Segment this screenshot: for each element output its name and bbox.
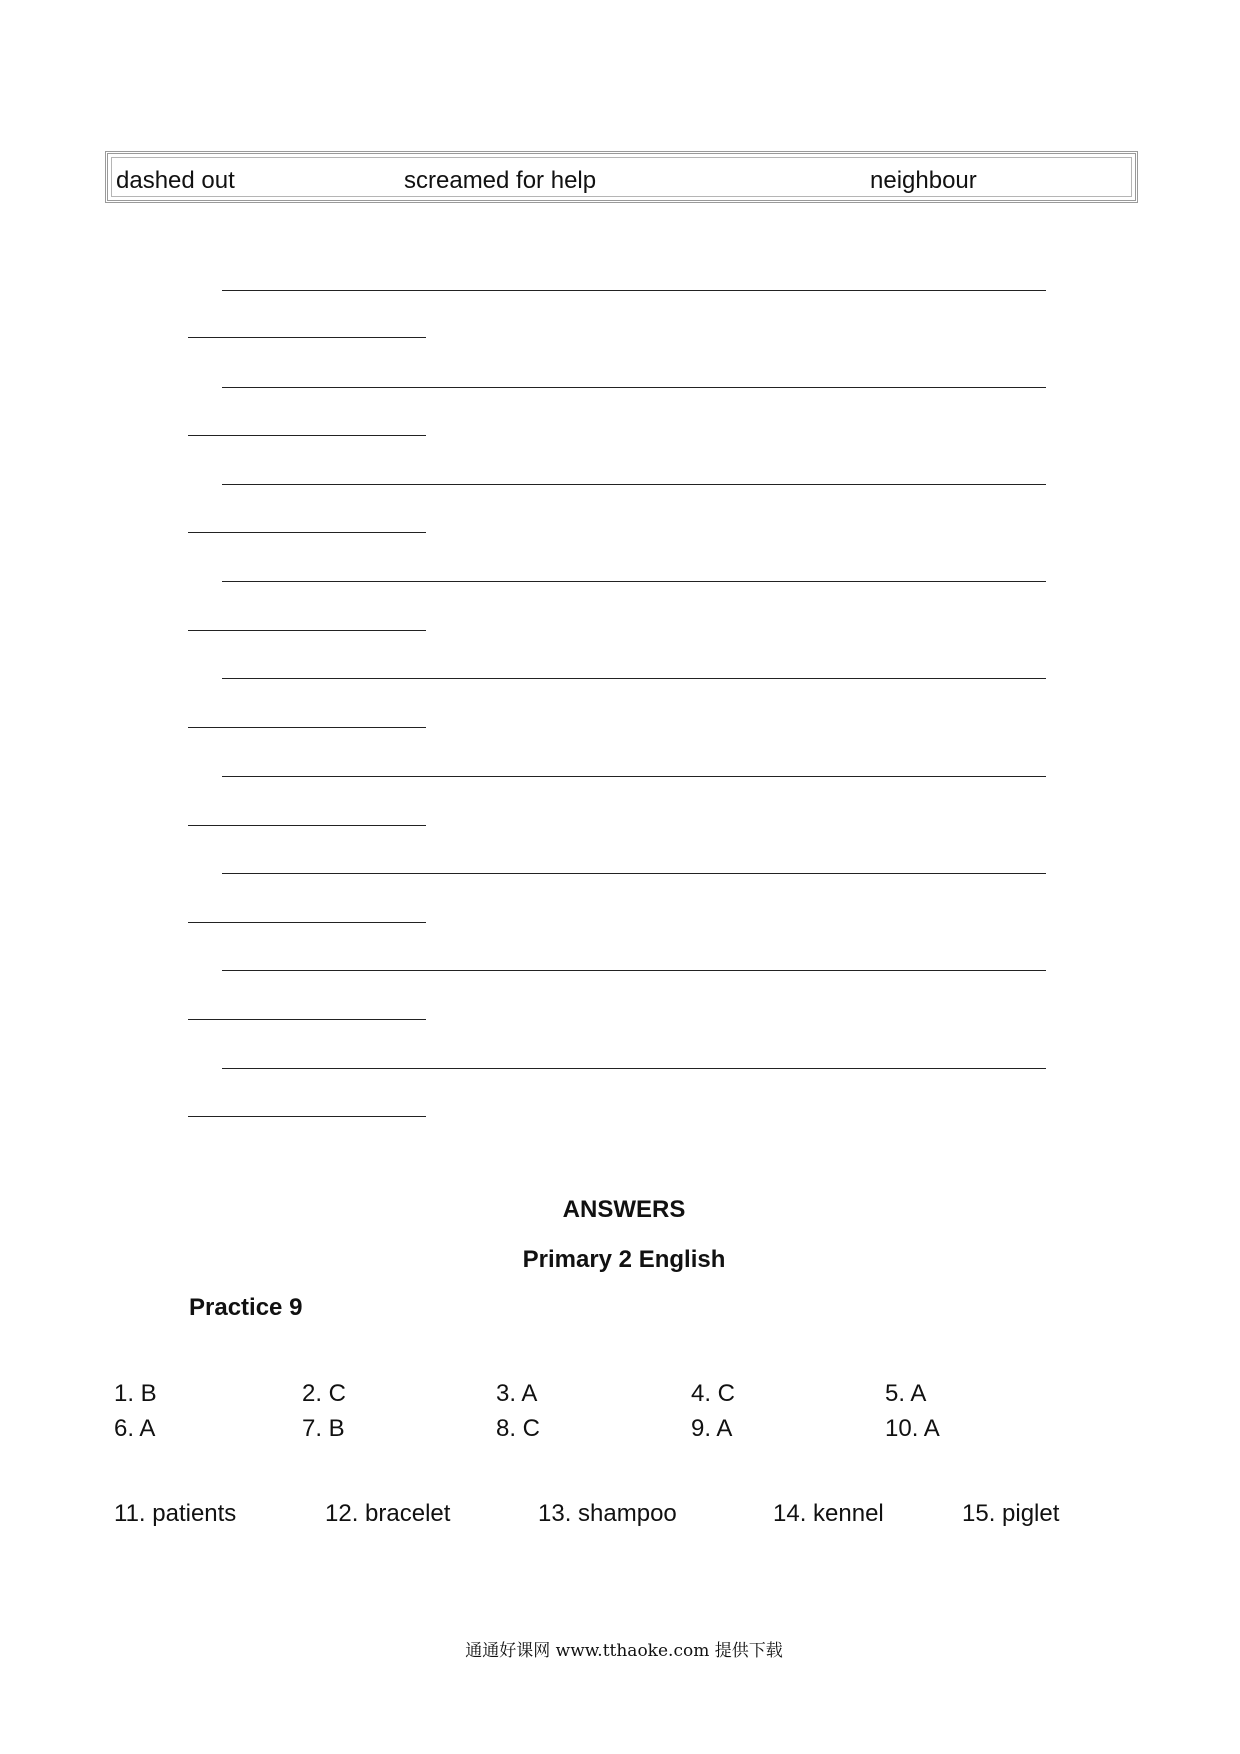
answer-item: 9. A [691, 1415, 733, 1442]
answers-subtitle: Primary 2 English [522, 1246, 726, 1273]
writing-line [222, 873, 1046, 874]
answer-item: 2. C [302, 1380, 347, 1407]
writing-line [188, 630, 426, 631]
writing-line [188, 1116, 426, 1117]
writing-line [188, 337, 426, 338]
answer-item: 3. A [496, 1380, 538, 1407]
answer-item: 10. A [885, 1415, 940, 1442]
answer-item: 7. B [302, 1415, 345, 1442]
answer-item: 6. A [114, 1415, 156, 1442]
answer-item: 13. shampoo [538, 1500, 677, 1527]
word-box [105, 151, 1138, 203]
writing-line [188, 532, 426, 533]
writing-line [222, 484, 1046, 485]
writing-line [222, 290, 1046, 291]
writing-line [188, 1019, 426, 1020]
writing-line [188, 825, 426, 826]
answer-item: 14. kennel [773, 1500, 884, 1527]
word-box-inner-border [111, 157, 1132, 197]
answer-item: 12. bracelet [325, 1500, 451, 1527]
answer-item: 5. A [885, 1380, 927, 1407]
writing-line [222, 1068, 1046, 1069]
writing-line [222, 970, 1046, 971]
writing-line [188, 922, 426, 923]
answer-item: 4. C [691, 1380, 736, 1407]
answer-item: 1. B [114, 1380, 157, 1407]
answers-title: ANSWERS [562, 1196, 686, 1223]
word-option: dashed out [116, 167, 235, 194]
answer-item: 15. piglet [962, 1500, 1060, 1527]
writing-line [222, 776, 1046, 777]
word-option: neighbour [870, 167, 977, 194]
writing-line [222, 678, 1046, 679]
writing-line [188, 727, 426, 728]
page-footer: 通通好课网 www.tthaoke.com 提供下载 [465, 1641, 783, 1661]
answer-item: 8. C [496, 1415, 541, 1442]
practice-heading: Practice 9 [189, 1294, 303, 1321]
word-option: screamed for help [404, 167, 597, 194]
writing-line [188, 435, 426, 436]
writing-line [222, 581, 1046, 582]
writing-line [222, 387, 1046, 388]
answer-item: 11. patients [114, 1500, 237, 1527]
